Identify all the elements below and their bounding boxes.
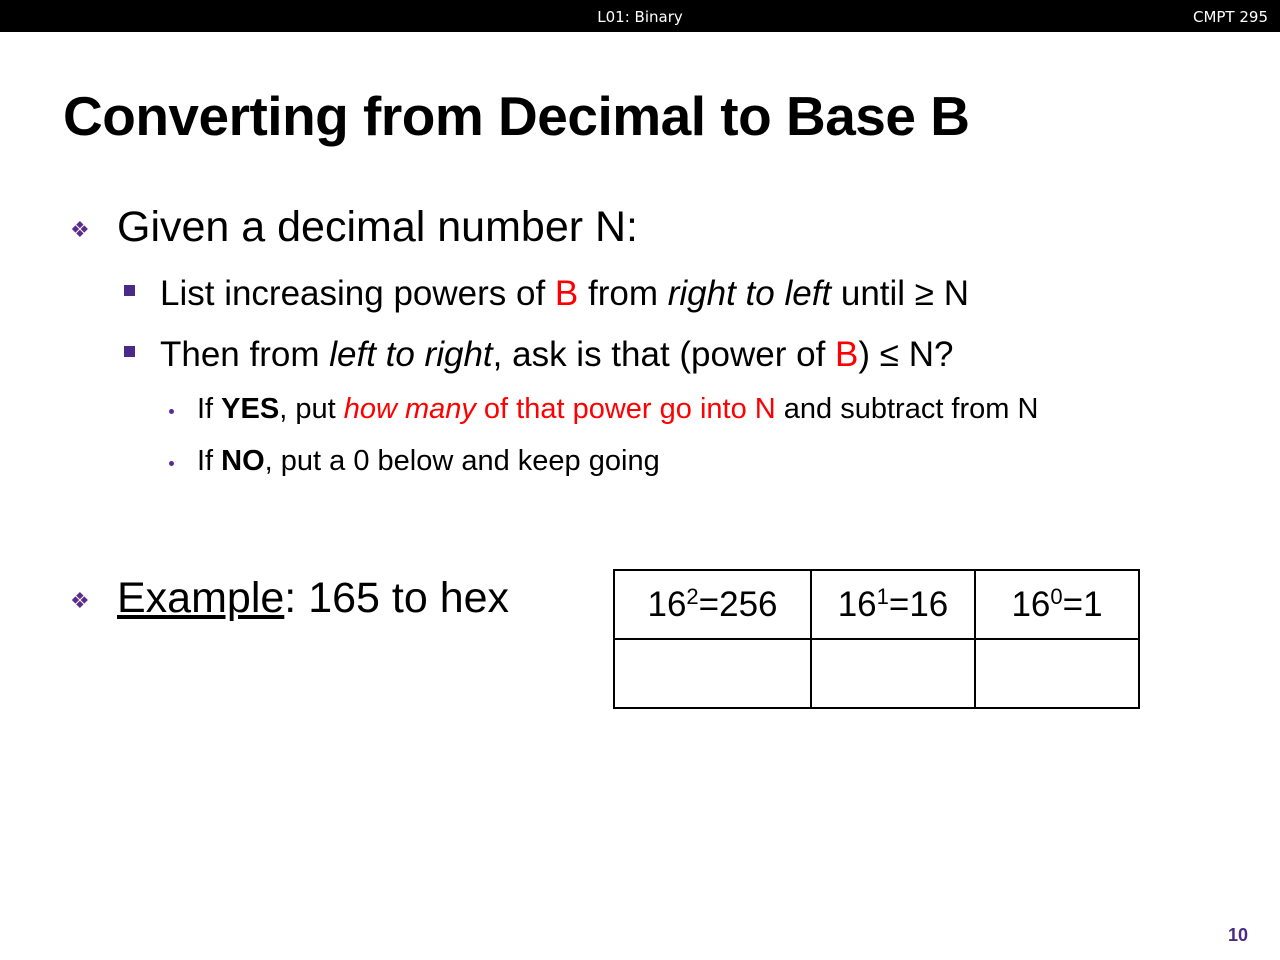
bullet-if-yes (197, 393, 1038, 426)
powers-table (613, 569, 1140, 709)
slide-title: Converting from Decimal to Base B (63, 85, 970, 147)
table-header-cell (811, 570, 975, 639)
example-label: Example (117, 574, 285, 622)
bullet-if-no (197, 445, 660, 478)
bullet-text: from (578, 274, 668, 313)
example-text: : 165 to hex (284, 574, 510, 622)
cell-exponent: 1 (876, 583, 889, 609)
bold-text: NO (221, 445, 265, 477)
bullet-text: , put (279, 393, 344, 425)
course-label: CMPT 295 (1192, 8, 1268, 26)
square-bullet-icon (124, 285, 135, 296)
header-bar (0, 0, 1280, 32)
bold-text: YES (221, 393, 280, 425)
bullet-text: until ≥ N (831, 274, 970, 313)
table-cell (975, 639, 1139, 708)
cell-value: =16 (888, 584, 949, 624)
table-cell (811, 639, 975, 708)
bullet-text: and subtract from N (775, 393, 1039, 425)
cell-base: 16 (1011, 584, 1051, 624)
highlight-text: how many (343, 393, 476, 425)
diamond-bullet-icon: ❖ (70, 218, 90, 243)
highlight-b: B (554, 274, 579, 313)
table-row (614, 639, 1139, 708)
table-header-row (614, 570, 1139, 639)
cell-base: 16 (837, 584, 877, 624)
table-header-cell (975, 570, 1139, 639)
page-number: 10 (1227, 925, 1248, 945)
bullet-text: If (197, 445, 222, 477)
cell-exponent: 0 (1050, 583, 1063, 609)
bullet-text: List increasing powers of (160, 274, 555, 313)
bullet-text: If (197, 393, 222, 425)
emphasis-text: left to right (329, 335, 493, 374)
bullet-example (117, 574, 509, 623)
diamond-bullet-icon: ❖ (70, 589, 90, 614)
bullet-text: ) ≤ N? (858, 335, 954, 374)
bullet-left-to-right (160, 335, 953, 375)
table-cell (614, 639, 811, 708)
bullet-text: , put a 0 below and keep going (264, 445, 660, 477)
lecture-title: L01: Binary (597, 8, 683, 26)
cell-value: =1 (1062, 584, 1103, 624)
emphasis-text: right to left (667, 274, 832, 313)
dot-bullet-icon (169, 409, 174, 414)
square-bullet-icon (124, 346, 135, 357)
bullet-list-powers (160, 274, 969, 314)
highlight-b: B (835, 335, 859, 374)
bullet-text: Then from (160, 335, 330, 374)
highlight-text: of that power go into N (475, 393, 776, 425)
cell-value: =256 (698, 584, 778, 624)
table-header-cell (614, 570, 811, 639)
dot-bullet-icon (169, 461, 174, 466)
bullet-text: , ask is that (power of (492, 335, 836, 374)
cell-base: 16 (647, 584, 687, 624)
bullet-given-decimal: Given a decimal number N: (117, 203, 638, 251)
cell-exponent: 2 (686, 583, 699, 609)
